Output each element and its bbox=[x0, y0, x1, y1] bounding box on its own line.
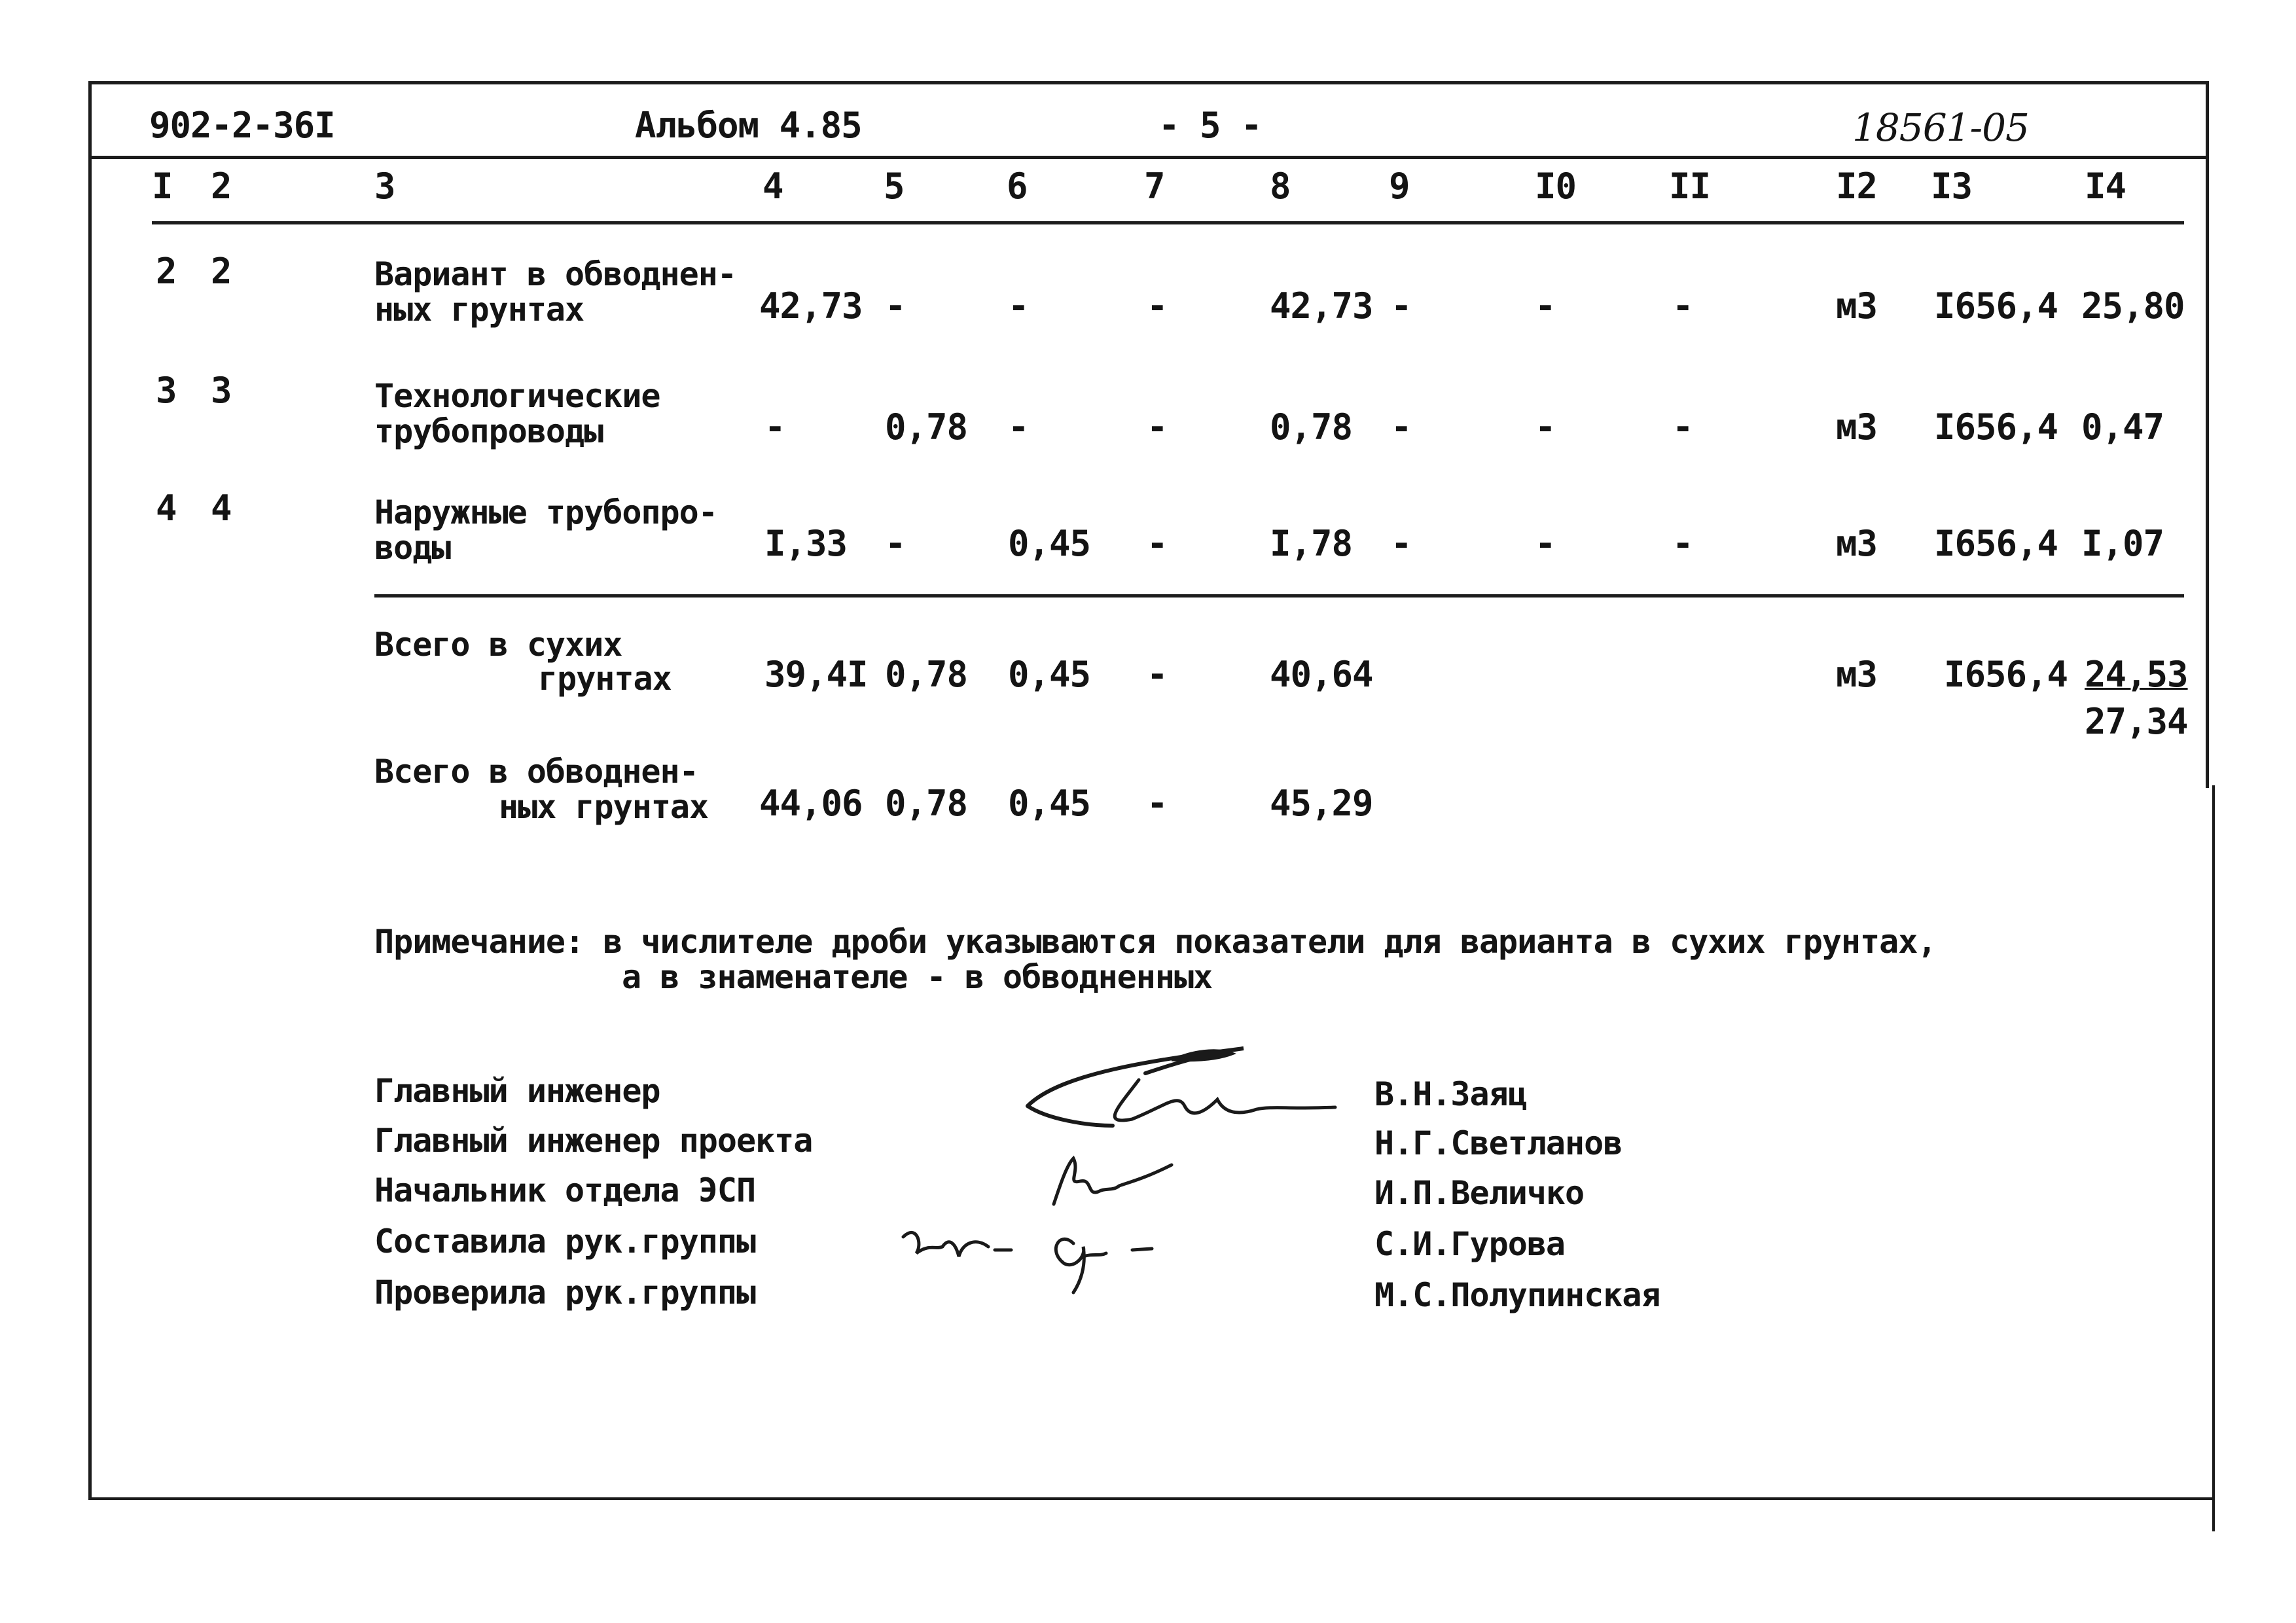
col-header-12: I2 bbox=[1836, 166, 1878, 207]
row-2-col-4: - bbox=[764, 406, 785, 448]
row-2-col-1: 3 bbox=[156, 370, 177, 411]
row-2-col-5: 0,78 bbox=[885, 406, 968, 448]
col-header-14: I4 bbox=[2085, 166, 2126, 207]
total-wet-col-4: 44,06 bbox=[759, 783, 863, 824]
row-1-col-12: м3 bbox=[1836, 285, 1878, 327]
row-3-name-line-1: Наружные трубопро- bbox=[374, 493, 717, 531]
col-header-8: 8 bbox=[1270, 166, 1291, 207]
col-header-11: II bbox=[1669, 166, 1711, 207]
row-1-col-1: 2 bbox=[156, 251, 177, 292]
frame-right-lower bbox=[2212, 785, 2215, 1531]
total-wet-label-line-1: Всего в обводнен- bbox=[374, 753, 698, 791]
row-2-col-9: - bbox=[1391, 406, 1412, 448]
columns-rule bbox=[152, 221, 2184, 224]
row-1-col-9: - bbox=[1391, 285, 1412, 327]
col-header-7: 7 bbox=[1144, 166, 1165, 207]
row-2-col-13: I656,4 bbox=[1934, 406, 2058, 448]
total-dry-col-4: 39,4I bbox=[764, 654, 868, 695]
col-header-13: I3 bbox=[1931, 166, 1973, 207]
signatory-role-4: Составила рук.группы bbox=[374, 1222, 756, 1260]
row-1-col-11: - bbox=[1672, 285, 1693, 327]
row-3-col-6: 0,45 bbox=[1008, 523, 1091, 564]
col-header-2: 2 bbox=[211, 166, 232, 207]
signatory-name-3: И.П.Величко bbox=[1374, 1174, 1585, 1212]
signatory-role-5: Проверила рук.группы bbox=[374, 1274, 756, 1311]
row-2-col-12: м3 bbox=[1836, 406, 1878, 448]
row-1-col-14: 25,80 bbox=[2081, 285, 2185, 327]
row-1-col-2: 2 bbox=[211, 251, 232, 292]
row-2-col-2: 3 bbox=[211, 370, 232, 411]
row-3-col-13: I656,4 bbox=[1934, 523, 2058, 564]
row-2-col-14: 0,47 bbox=[2081, 406, 2164, 448]
frame-right-upper bbox=[2206, 81, 2209, 788]
row-3-col-10: - bbox=[1535, 523, 1556, 564]
total-wet-col-7: - bbox=[1147, 783, 1168, 824]
col-header-10: I0 bbox=[1535, 166, 1577, 207]
row-1-name-line-2: ных грунтах bbox=[374, 291, 584, 329]
col-header-4: 4 bbox=[762, 166, 783, 207]
row-2-col-7: - bbox=[1147, 406, 1168, 448]
total-dry-col-5: 0,78 bbox=[885, 654, 968, 695]
col-header-5: 5 bbox=[884, 166, 905, 207]
row-3-col-7: - bbox=[1147, 523, 1168, 564]
total-dry-label-line-1: Всего в сухих bbox=[374, 626, 622, 664]
inventory-number: 18561-05 bbox=[1852, 105, 2029, 150]
signature-department-head bbox=[1041, 1145, 1191, 1217]
row-3-col-5: - bbox=[885, 523, 906, 564]
total-dry-col-7: - bbox=[1147, 654, 1168, 695]
signatory-role-1: Главный инженер bbox=[374, 1072, 660, 1110]
row-2-name-line-2: трубопроводы bbox=[374, 412, 603, 450]
total-dry-col-14-denominator: 27,34 bbox=[2085, 701, 2188, 742]
total-wet-col-8: 45,29 bbox=[1270, 783, 1373, 824]
row-3-col-9: - bbox=[1391, 523, 1412, 564]
document-code: 902-2-36I bbox=[149, 105, 335, 146]
signatory-role-3: Начальник отдела ЭСП bbox=[374, 1171, 756, 1209]
row-1-name-line-1: Вариант в обводнен- bbox=[374, 255, 736, 293]
row-3-col-11: - bbox=[1672, 523, 1693, 564]
total-dry-col-6: 0,45 bbox=[1008, 654, 1091, 695]
row-1-col-8: 42,73 bbox=[1270, 285, 1373, 327]
total-dry-col-14-numerator: 24,53 bbox=[2085, 654, 2188, 695]
col-header-3: 3 bbox=[374, 166, 395, 207]
total-wet-col-6: 0,45 bbox=[1008, 783, 1091, 824]
total-wet-label-line-2: ных грунтах bbox=[499, 788, 709, 826]
note-line-2: а в знаменателе - в обводненных bbox=[622, 958, 1213, 996]
row-1-col-6: - bbox=[1008, 285, 1029, 327]
frame-left bbox=[88, 81, 92, 1498]
total-dry-col-8: 40,64 bbox=[1270, 654, 1373, 695]
album-label: Альбом 4.85 bbox=[635, 105, 862, 146]
col-header-9: 9 bbox=[1389, 166, 1410, 207]
totals-rule bbox=[374, 594, 2184, 597]
row-3-col-2: 4 bbox=[211, 488, 232, 529]
total-wet-col-5: 0,78 bbox=[885, 783, 968, 824]
row-3-name-line-2: воды bbox=[374, 529, 451, 567]
row-1-col-13: I656,4 bbox=[1934, 285, 2058, 327]
signature-chief-engineer bbox=[1008, 1034, 1361, 1152]
signatory-role-2: Главный инженер проекта bbox=[374, 1122, 813, 1160]
row-2-col-11: - bbox=[1672, 406, 1693, 448]
note-line-1: Примечание: в числителе дроби указываются показатели для варианта в сухих грунтах, bbox=[374, 923, 1937, 961]
row-1-col-7: - bbox=[1147, 285, 1168, 327]
total-dry-col-12: м3 bbox=[1836, 654, 1878, 695]
row-3-col-12: м3 bbox=[1836, 523, 1878, 564]
total-dry-label-line-2: грунтах bbox=[538, 660, 672, 698]
signature-group-lead bbox=[897, 1217, 1198, 1302]
page-number: - 5 - bbox=[1158, 105, 1262, 146]
row-1-col-10: - bbox=[1535, 285, 1556, 327]
header-rule bbox=[92, 156, 2207, 159]
row-3-col-14: I,07 bbox=[2081, 523, 2164, 564]
row-2-col-10: - bbox=[1535, 406, 1556, 448]
total-dry-col-13: I656,4 bbox=[1944, 654, 2068, 695]
row-1-col-5: - bbox=[885, 285, 906, 327]
row-2-col-6: - bbox=[1008, 406, 1029, 448]
row-1-col-4: 42,73 bbox=[759, 285, 863, 327]
row-3-col-1: 4 bbox=[156, 488, 177, 529]
signatory-name-2: Н.Г.Светланов bbox=[1374, 1124, 1623, 1162]
col-header-6: 6 bbox=[1007, 166, 1028, 207]
row-2-name-line-1: Технологические bbox=[374, 377, 660, 415]
frame-bottom bbox=[88, 1497, 2212, 1500]
signatory-name-1: В.Н.Заяц bbox=[1374, 1075, 1527, 1113]
frame-top bbox=[88, 81, 2209, 84]
signatory-name-4: С.И.Гурова bbox=[1374, 1225, 1566, 1263]
col-header-1: I bbox=[152, 166, 173, 207]
signatory-name-5: М.С.Полупинская bbox=[1374, 1276, 1660, 1314]
row-3-col-4: I,33 bbox=[764, 523, 848, 564]
row-2-col-8: 0,78 bbox=[1270, 406, 1353, 448]
row-3-col-8: I,78 bbox=[1270, 523, 1353, 564]
